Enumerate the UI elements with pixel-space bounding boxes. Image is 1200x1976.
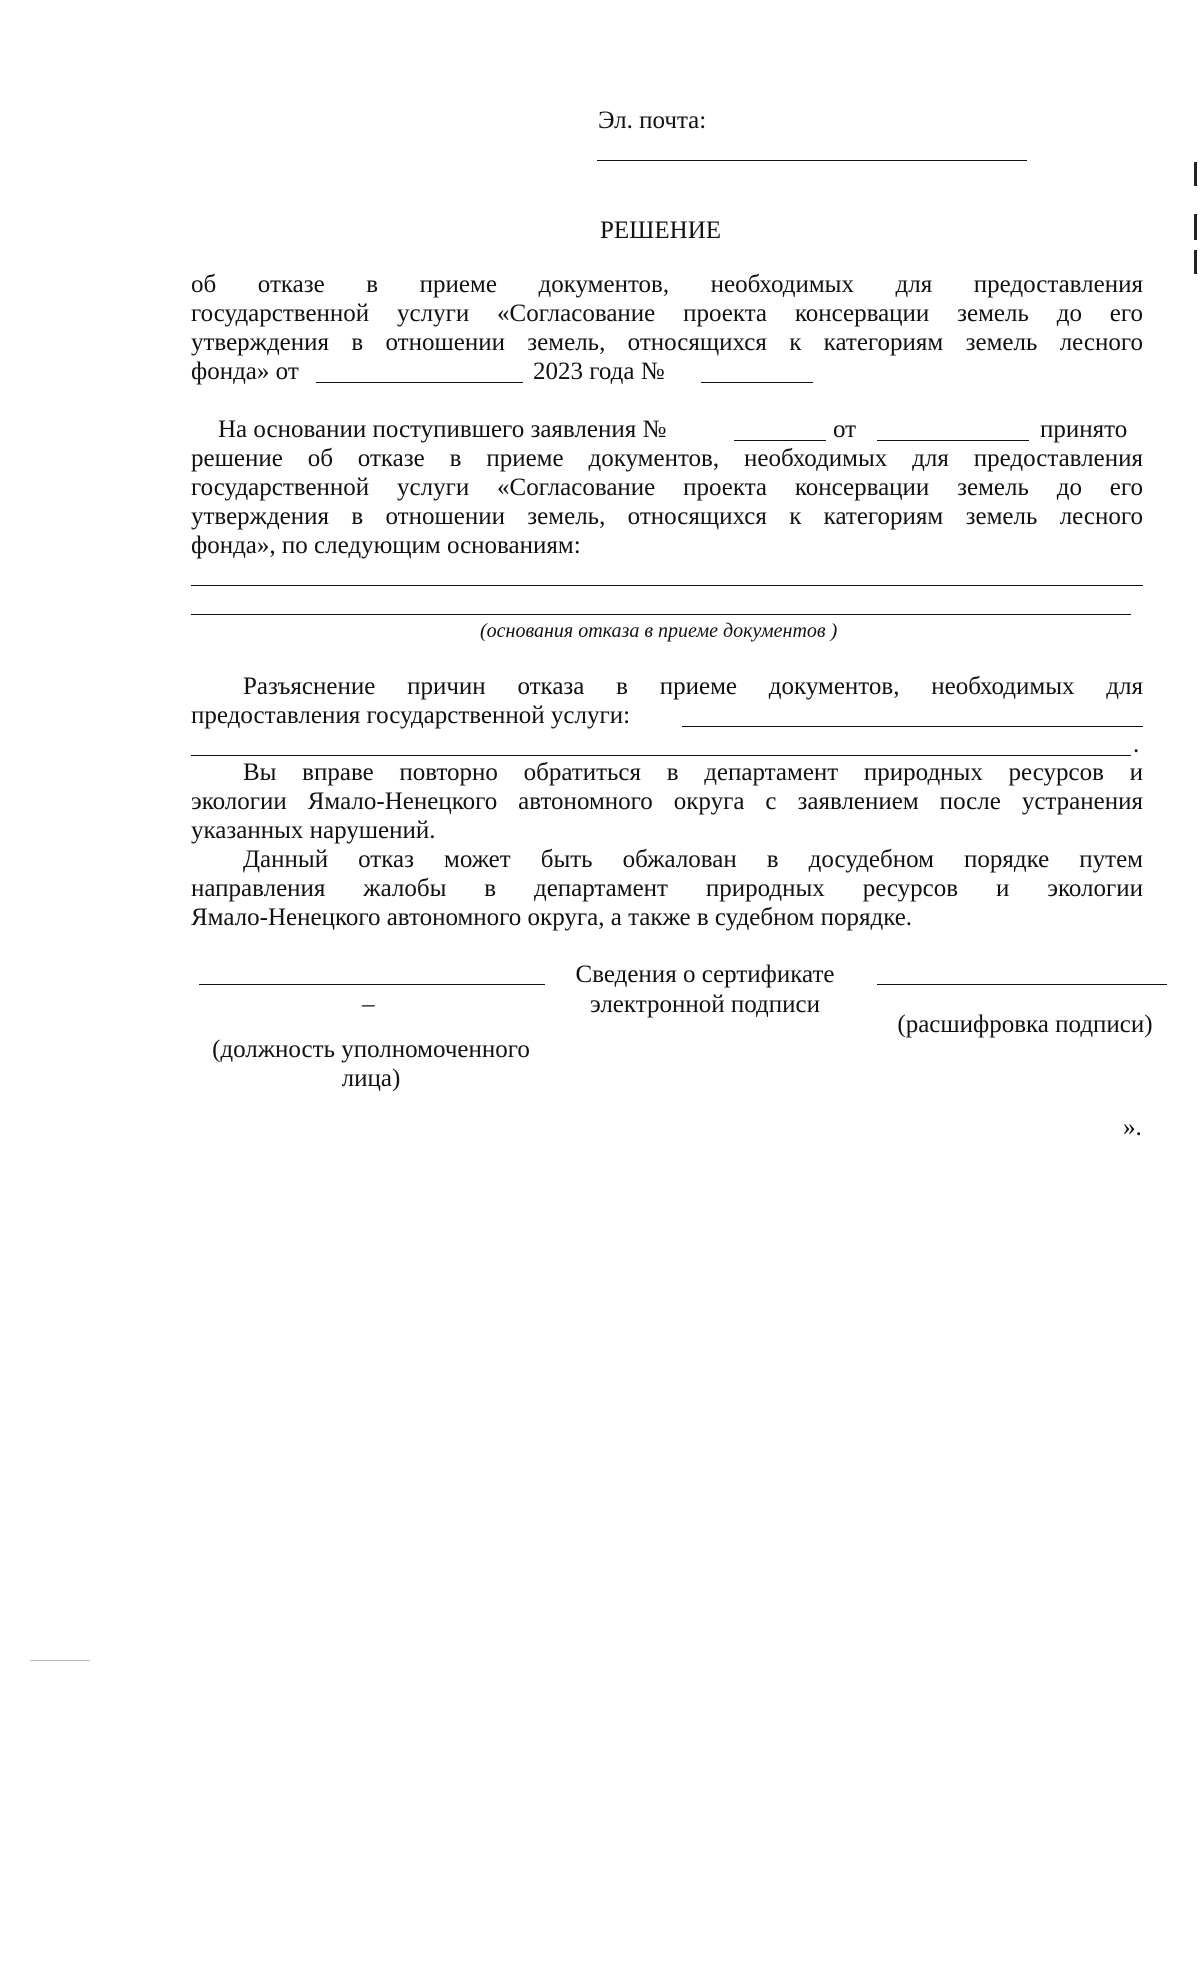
subject-line-2: государственной услуги «Согласование проекта консервации земель до его (191, 300, 1143, 327)
explanation-line-2: предоставления государственной услуги: (191, 702, 631, 729)
subject-line-3: утверждения в отношении земель, относящихся к категориям земель лесного (191, 329, 1143, 356)
certificate-info-line-2: электронной подписи (590, 991, 820, 1018)
application-number-blank (734, 440, 826, 441)
rights-line-3: указанных нарушений. (191, 817, 436, 844)
grounds-blank-1 (191, 585, 1143, 586)
rights-line-1: Вы вправе повторно обратиться в департамент природных ресурсов и (243, 759, 1143, 786)
appeal-line-3: Ямало-Ненецкого автономного округа, а также в судебном порядке. (191, 904, 913, 931)
basis-line-3: государственной услуги «Согласование проекта консервации земель до его (191, 474, 1143, 501)
explanation-blank-2 (191, 755, 1131, 756)
grounds-blank-2 (191, 614, 1131, 615)
position-caption-line-1: (должность уполномоченного (212, 1036, 530, 1063)
closing-quote: ». (1123, 1114, 1142, 1141)
subject-line-4-prefix: фонда» от (191, 358, 299, 385)
position-caption-line-2: лица) (341, 1065, 401, 1092)
basis-line-1-a: На основании поступившего заявления № (218, 416, 667, 443)
rights-line-2: экологии Ямало-Ненецкого автономного округа с заявлением после устранения (191, 788, 1143, 815)
appeal-line-1: Данный отказ может быть обжалован в досудебном порядке путем (243, 846, 1143, 873)
explanation-blank-1 (682, 726, 1143, 727)
explanation-end-period: . (1133, 731, 1140, 758)
position-signature-line (199, 984, 545, 985)
position-dash: – (362, 991, 375, 1018)
date-blank (316, 382, 523, 383)
grounds-caption: (основания отказа в приеме документов ) (480, 620, 838, 642)
basis-line-1-c: принято (1040, 416, 1128, 443)
number-blank (701, 382, 813, 383)
application-date-blank (877, 440, 1029, 441)
decryption-caption: (расшифровка подписи) (897, 1011, 1153, 1038)
basis-line-1-b: от (833, 416, 857, 443)
subject-line-4-middle: 2023 года № (533, 358, 665, 385)
appeal-line-2: направления жалобы в департамент природных ресурсов и экологии (191, 875, 1143, 902)
certificate-info-line-1: Сведения о сертификате (575, 961, 835, 988)
email-underline (597, 160, 1027, 161)
email-label: Эл. почта: (598, 107, 707, 134)
basis-line-4: утверждения в отношении земель, относящихся к категориям земель лесного (191, 503, 1143, 530)
basis-line-5: фонда», по следующим основаниям: (191, 532, 581, 559)
scan-edge-mark (1194, 162, 1197, 186)
document-title: РЕШЕНИЕ (600, 217, 722, 244)
basis-line-2: решение об отказе в приеме документов, необходимых для предоставления (191, 445, 1143, 472)
decryption-signature-line (877, 984, 1167, 985)
explanation-line-1: Разъяснение причин отказа в приеме документов, необходимых для (243, 673, 1143, 700)
subject-line-1: об отказе в приеме документов, необходимых для предоставления (191, 271, 1143, 298)
scan-artifact-line (30, 1660, 90, 1661)
scan-edge-mark (1194, 214, 1197, 240)
scan-edge-mark (1194, 250, 1197, 274)
